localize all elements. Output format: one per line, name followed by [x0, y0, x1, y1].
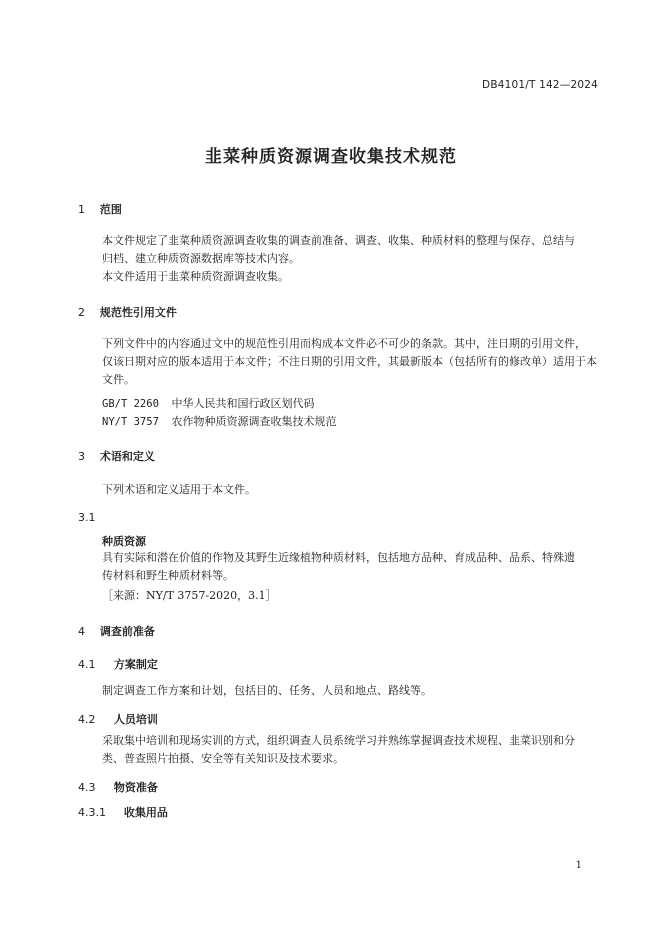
section-2-paragraph-1 — [78, 335, 600, 389]
term-definition — [78, 549, 600, 585]
text-line: 具有实际和潜在价值的作物及其野生近缘植物种质材料，包括地方品种、育成品种、品系、特殊遗 — [102, 551, 575, 564]
section-number: 4.2 — [78, 713, 96, 726]
reference-code: NY/T 3757 — [102, 416, 159, 428]
section-3-heading — [78, 448, 155, 464]
section-number: 2 — [78, 306, 85, 319]
section-title: 收集用品 — [123, 806, 168, 819]
page-number: 1 — [575, 860, 582, 871]
section-title: 范围 — [99, 203, 122, 216]
text-line: 本文件规定了韭菜种质资源调查收集的调查前准备、调查、收集、种质材料的整理与保存、总结与 — [102, 234, 575, 247]
subsection-4-1-heading — [78, 656, 158, 672]
section-title: 术语和定义 — [99, 450, 155, 463]
section-title: 物资准备 — [113, 781, 158, 794]
subsection-4-3-heading — [78, 779, 158, 795]
text-line: 采取集中培训和现场实训的方式，组织调查人员系统学习并熟练掌握调查技术规程、韭菜识别和分 — [102, 734, 575, 747]
subsection-4-3-1-heading — [78, 804, 168, 820]
section-number: 4.1 — [78, 658, 96, 671]
section-1-paragraph-2: 本文件适用于韭菜种质资源调查收集。 — [102, 270, 289, 283]
reference-code: GB/T 2260 — [102, 398, 159, 410]
section-number: 3 — [78, 450, 85, 463]
document-title: 韭菜种质资源调查收集技术规范 — [205, 147, 457, 167]
term-source: ［来源：NY/T 3757-2020，3.1］ — [102, 589, 277, 602]
term-number-text: 3.1 — [78, 511, 96, 524]
text-line: 传材料和野生种质材料等。 — [102, 569, 234, 582]
section-title: 调查前准备 — [99, 625, 155, 638]
normative-reference — [102, 413, 337, 429]
text-line: 文件。 — [102, 373, 135, 386]
standard-code: DB4101/T 142—2024 — [482, 79, 598, 91]
text-line: 下列文件中的内容通过文中的规范性引用而构成本文件必不可少的条款。其中，注日期的引用文件， — [102, 337, 586, 350]
section-title: 人员培训 — [113, 713, 158, 726]
text-line: 仅该日期对应的版本适用于本文件；不注日期的引用文件，其最新版本（包括所有的修改单）适用于本 — [102, 355, 597, 368]
section-title: 规范性引用文件 — [99, 306, 177, 319]
section-number: 4 — [78, 625, 85, 638]
reference-title: 中华人民共和国行政区划代码 — [171, 397, 315, 410]
subsection-4-1-paragraph: 制定调查工作方案和计划，包括目的、任务、人员和地点、路线等。 — [102, 684, 432, 697]
text-line: 归档、建立种质资源数据库等技术内容。 — [102, 252, 300, 265]
section-2-heading — [78, 304, 177, 320]
section-number: 4.3 — [78, 781, 96, 794]
section-1-heading — [78, 201, 122, 217]
section-1-paragraph-1 — [78, 232, 600, 268]
term-name: 种质资源 — [102, 535, 146, 548]
section-4-heading — [78, 623, 155, 639]
section-3-paragraph-1: 下列术语和定义适用于本文件。 — [102, 483, 256, 496]
section-number: 4.3.1 — [78, 806, 106, 819]
subsection-4-2-heading — [78, 711, 158, 727]
reference-title: 农作物种质资源调查收集技术规范 — [171, 415, 337, 428]
normative-reference — [102, 395, 315, 411]
section-number: 1 — [78, 203, 85, 216]
subsection-4-2-paragraph — [78, 732, 600, 768]
section-title: 方案制定 — [113, 658, 158, 671]
term-number — [78, 511, 96, 524]
text-line: 类、普查照片拍摄、安全等有关知识及技术要求。 — [102, 752, 344, 765]
